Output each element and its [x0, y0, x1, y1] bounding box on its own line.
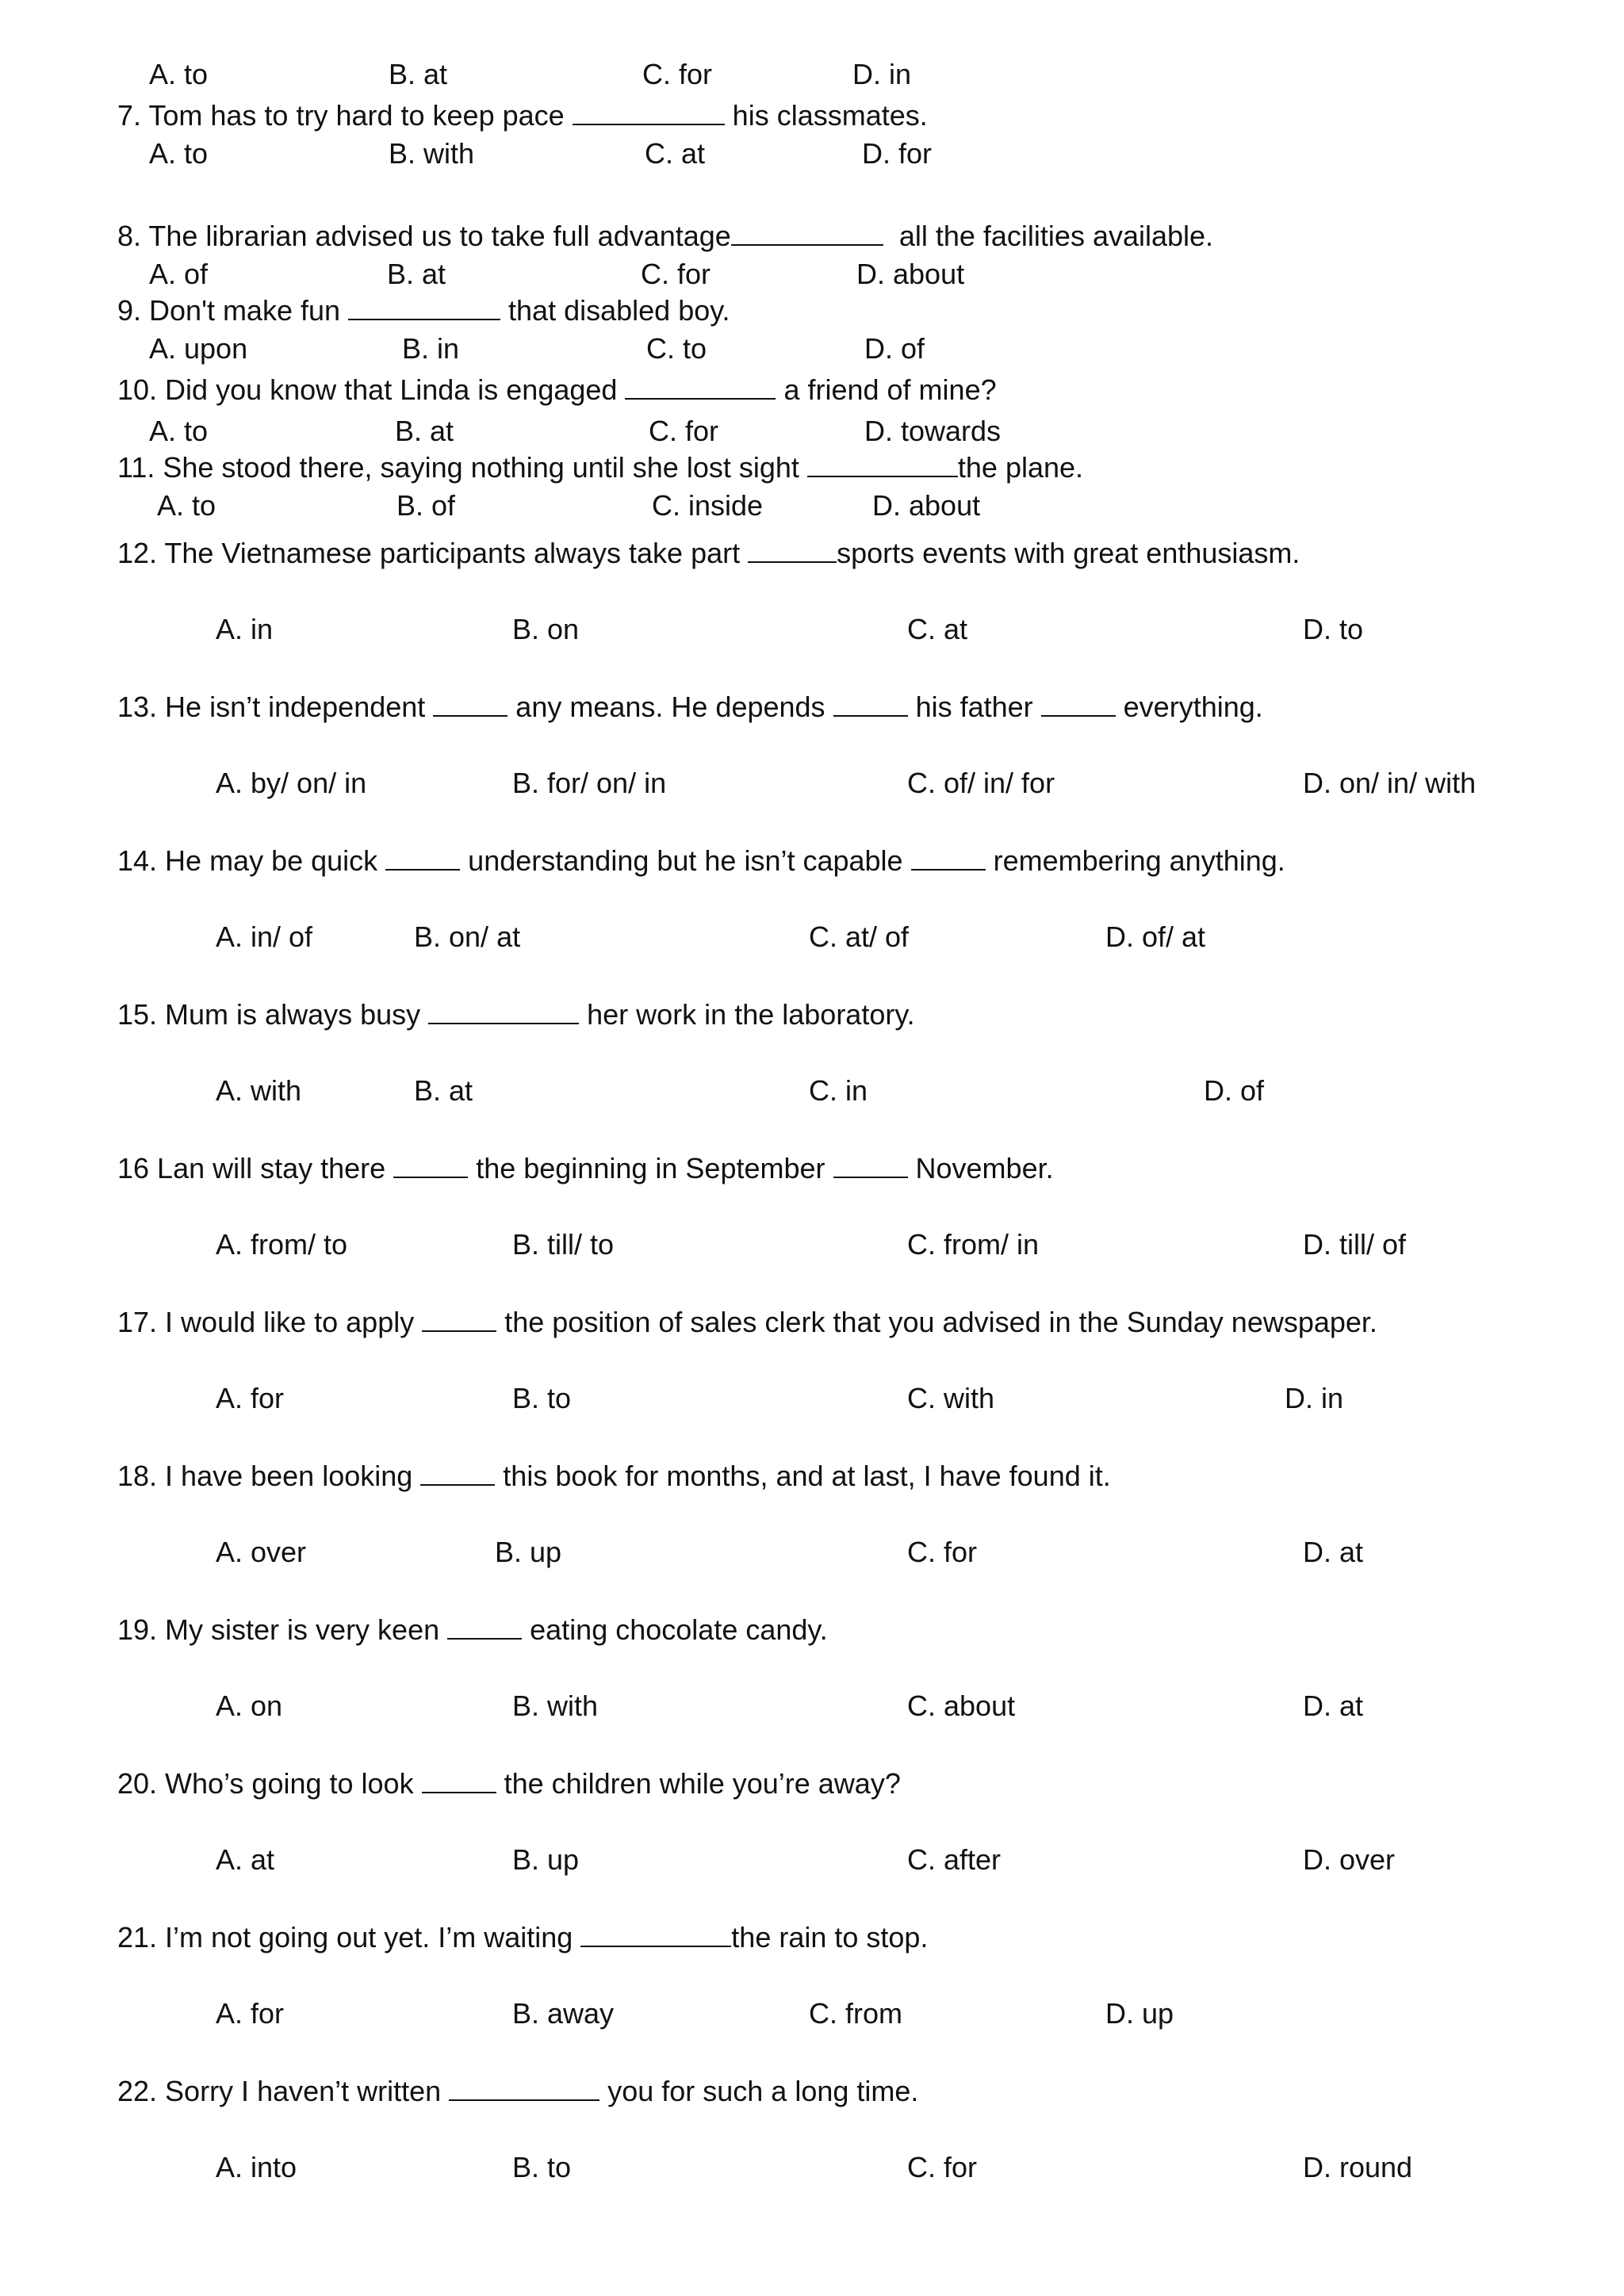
stem-text: his father: [907, 691, 1041, 723]
option-a[interactable]: A. for: [216, 1382, 285, 1414]
stem-text: 10. Did you know that Linda is engaged: [117, 373, 626, 406]
option-a[interactable]: A. for: [216, 1997, 285, 2030]
question-stem: [117, 1613, 828, 1647]
option-c[interactable]: C. of/ in/ for: [907, 767, 1055, 799]
stem-text: 18. I have been looking: [117, 1460, 421, 1492]
option-c[interactable]: C. for: [641, 258, 711, 290]
option-a[interactable]: A. to: [149, 415, 209, 447]
stem-text: everything.: [1115, 691, 1263, 723]
question-stem: [117, 293, 730, 328]
stem-text: the children while you’re away?: [496, 1767, 901, 1800]
question-stem: [117, 1305, 1377, 1340]
option-b[interactable]: B. at: [414, 1074, 473, 1107]
option-b[interactable]: B. with: [512, 1689, 599, 1722]
stem-text: understanding but he isn’t capable: [460, 844, 911, 877]
option-d[interactable]: D. about: [856, 258, 965, 290]
option-d[interactable]: D. in: [852, 58, 912, 90]
question-stem: [117, 450, 1083, 485]
option-d[interactable]: D. towards: [864, 415, 1002, 447]
stem-text: 12. The Vietnamese participants always take part: [117, 537, 749, 569]
stem-text: the position of sales clerk that you advised in the Sunday newspaper.: [496, 1306, 1377, 1338]
stem-text: her work in the laboratory.: [579, 998, 915, 1031]
option-d[interactable]: D. to: [1303, 613, 1364, 645]
option-a[interactable]: A. to: [149, 137, 209, 170]
stem-text: 9. Don't make fun: [117, 294, 349, 327]
answer-blank[interactable]: [911, 845, 986, 871]
question-stem: [117, 1920, 928, 1955]
option-a[interactable]: A. with: [216, 1074, 302, 1107]
option-b[interactable]: B. till/ to: [512, 1228, 615, 1261]
stem-text: that disabled boy.: [500, 294, 730, 327]
option-a[interactable]: A. over: [216, 1536, 307, 1568]
answer-blank[interactable]: [433, 691, 508, 717]
option-b[interactable]: B. in: [402, 332, 460, 365]
option-d[interactable]: D. till/ of: [1303, 1228, 1407, 1261]
question-stem: [117, 536, 1300, 571]
option-d[interactable]: D. round: [1303, 2151, 1413, 2183]
option-b[interactable]: B. at: [387, 258, 446, 290]
stem-text: his classmates.: [724, 99, 928, 132]
answer-blank[interactable]: [1041, 691, 1116, 717]
option-c[interactable]: C. after: [907, 1843, 1002, 1876]
answer-blank[interactable]: [422, 1307, 496, 1332]
option-a[interactable]: A. from/ to: [216, 1228, 348, 1261]
stem-text: 13. He isn’t independent: [117, 691, 434, 723]
stem-text: 19. My sister is very keen: [117, 1613, 448, 1646]
option-d[interactable]: D. for: [862, 137, 933, 170]
stem-text: the rain to stop.: [731, 1921, 929, 1954]
option-b[interactable]: B. at: [395, 415, 454, 447]
option-d[interactable]: D. of/ at: [1105, 920, 1206, 953]
answer-blank[interactable]: [420, 1460, 495, 1486]
option-d[interactable]: D. in: [1285, 1382, 1344, 1414]
option-b[interactable]: B. on/ at: [414, 920, 521, 953]
stem-text: 8. The librarian advised us to take full advantage: [117, 220, 731, 252]
answer-blank[interactable]: [447, 1614, 522, 1640]
stem-text: eating chocolate candy.: [522, 1613, 828, 1646]
option-c[interactable]: C. from/ in: [907, 1228, 1040, 1261]
stem-text: 16 Lan will stay there: [117, 1152, 394, 1184]
option-a[interactable]: A. of: [149, 258, 209, 290]
option-c[interactable]: C. for: [649, 415, 719, 447]
stem-text: you for such a long time.: [599, 2075, 919, 2107]
answer-blank[interactable]: [449, 2076, 599, 2101]
stem-text: 17. I would like to apply: [117, 1306, 423, 1338]
option-c[interactable]: C. about: [907, 1689, 1016, 1722]
answer-blank[interactable]: [625, 374, 776, 400]
answer-blank[interactable]: [385, 845, 460, 871]
option-b[interactable]: B. up: [495, 1536, 562, 1568]
answer-blank[interactable]: [748, 538, 837, 563]
answer-blank[interactable]: [833, 691, 908, 717]
stem-text: sports events with great enthusiasm.: [837, 537, 1300, 569]
option-a[interactable]: A. in/ of: [216, 920, 313, 953]
question-stem: [117, 98, 928, 133]
option-b[interactable]: B. to: [512, 1382, 572, 1414]
option-b[interactable]: B. at: [389, 58, 448, 90]
option-b[interactable]: B. to: [512, 2151, 572, 2183]
stem-text: 14. He may be quick: [117, 844, 386, 877]
stem-text: all the facilities available.: [883, 220, 1214, 252]
option-d[interactable]: D. at: [1303, 1536, 1364, 1568]
answer-blank[interactable]: [580, 1922, 731, 1947]
option-d[interactable]: D. of: [1204, 1074, 1265, 1107]
question-stem: [117, 373, 997, 408]
question-stem: [117, 219, 1213, 254]
stem-text: 20. Who’s going to look: [117, 1767, 422, 1800]
option-b[interactable]: B. for/ on/ in: [512, 767, 667, 799]
stem-text: any means. He depends: [508, 691, 833, 723]
stem-text: November.: [907, 1152, 1054, 1184]
answer-blank[interactable]: [348, 295, 500, 320]
question-stem: [117, 2074, 918, 2109]
option-b[interactable]: B. of: [396, 489, 456, 522]
question-stem: [117, 1459, 1111, 1494]
stem-text: the beginning in September: [468, 1152, 833, 1184]
option-c[interactable]: C. to: [646, 332, 707, 365]
stem-text: this book for months, and at last, I have found it.: [495, 1460, 1111, 1492]
answer-blank[interactable]: [731, 220, 883, 246]
option-c[interactable]: C. for: [642, 58, 713, 90]
option-c[interactable]: C. in: [809, 1074, 868, 1107]
option-c[interactable]: C. for: [907, 1536, 978, 1568]
stem-text: 21. I’m not going out yet. I’m waiting: [117, 1921, 581, 1954]
option-a[interactable]: A. at: [216, 1843, 275, 1876]
option-c[interactable]: C. at: [645, 137, 706, 170]
stem-text: 15. Mum is always busy: [117, 998, 429, 1031]
stem-text: 11. She stood there, saying nothing until she lost sight: [117, 451, 807, 484]
answer-blank[interactable]: [393, 1153, 468, 1178]
option-d[interactable]: D. over: [1303, 1843, 1396, 1876]
option-b[interactable]: B. away: [512, 1997, 615, 2030]
option-c[interactable]: C. with: [907, 1382, 995, 1414]
option-a[interactable]: A. upon: [149, 332, 248, 365]
option-d[interactable]: D. on/ in/ with: [1303, 767, 1477, 799]
option-a[interactable]: A. on: [216, 1689, 283, 1722]
answer-blank[interactable]: [422, 1768, 496, 1793]
stem-text: remembering anything.: [985, 844, 1285, 877]
stem-text: 22. Sorry I haven’t written: [117, 2075, 450, 2107]
option-a[interactable]: A. by/ on/ in: [216, 767, 367, 799]
option-a[interactable]: A. into: [216, 2151, 297, 2183]
question-stem: [117, 1766, 901, 1801]
stem-text: a friend of mine?: [776, 373, 997, 406]
option-b[interactable]: B. with: [389, 137, 475, 170]
question-stem: [117, 844, 1285, 878]
option-c[interactable]: C. from: [809, 1997, 903, 2030]
answer-blank[interactable]: [807, 452, 958, 477]
option-c[interactable]: C. at: [907, 613, 968, 645]
option-d[interactable]: D. about: [872, 489, 981, 522]
option-c[interactable]: C. inside: [652, 489, 764, 522]
option-d[interactable]: D. at: [1303, 1689, 1364, 1722]
option-c[interactable]: C. at/ of: [809, 920, 910, 953]
option-a[interactable]: A. in: [216, 613, 274, 645]
stem-text: the plane.: [957, 451, 1084, 484]
option-d[interactable]: D. of: [864, 332, 925, 365]
option-a[interactable]: A. to: [157, 489, 216, 522]
option-b[interactable]: B. up: [512, 1843, 580, 1876]
answer-blank[interactable]: [833, 1153, 908, 1178]
option-a[interactable]: A. to: [149, 58, 209, 90]
option-b[interactable]: B. on: [512, 613, 580, 645]
question-stem: [117, 997, 915, 1032]
answer-blank[interactable]: [428, 999, 579, 1024]
option-d[interactable]: D. up: [1105, 1997, 1174, 2030]
question-stem: [117, 1151, 1054, 1186]
answer-blank[interactable]: [573, 100, 725, 125]
stem-text: 7. Tom has to try hard to keep pace: [117, 99, 573, 132]
option-c[interactable]: C. for: [907, 2151, 978, 2183]
question-stem: [117, 690, 1263, 725]
